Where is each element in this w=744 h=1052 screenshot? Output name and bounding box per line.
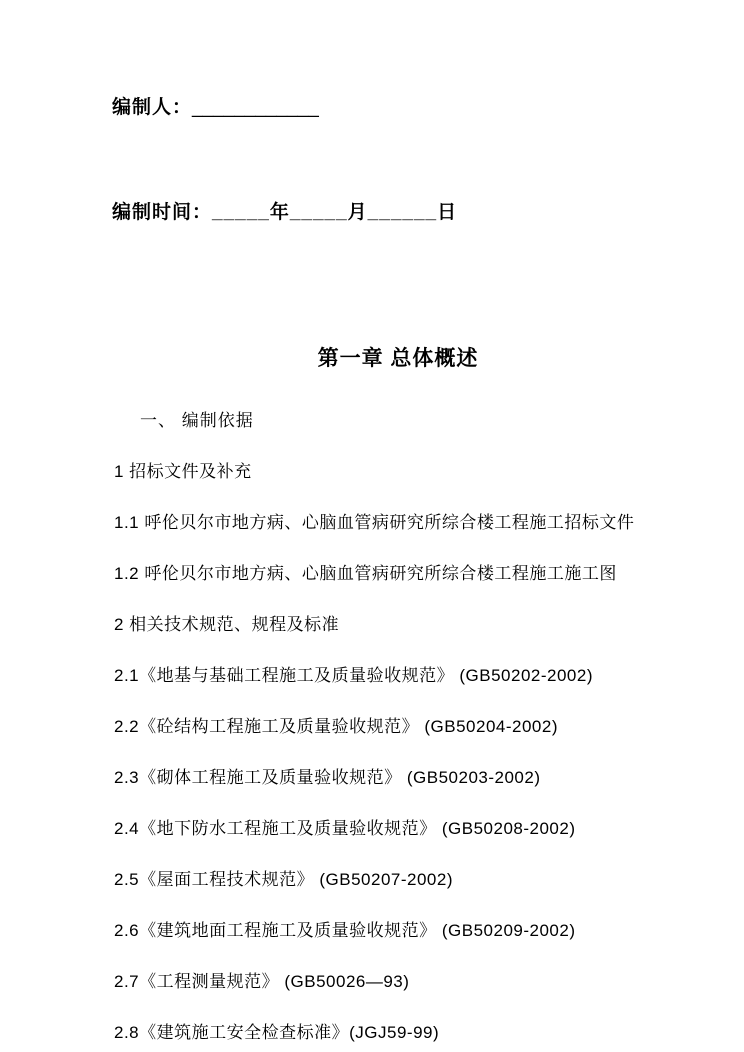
body-line: 2 相关技术规范、规程及标准 (114, 615, 340, 634)
body-line: 2.2《砼结构工程施工及质量验收规范》 (GB50204-2002) (114, 717, 558, 736)
prepared-date-value: _____年_____月______日 (212, 202, 458, 223)
prepared-by-line (112, 92, 684, 119)
body-line: 1.2 呼伦贝尔市地方病、心脑血管病研究所综合楼工程施工施工图 (114, 564, 617, 583)
body-line: 2.6《建筑地面工程施工及质量验收规范》 (GB50209-2002) (114, 921, 576, 940)
section-heading: 一、 编制依据 (140, 411, 254, 430)
body-line: 2.3《砌体工程施工及质量验收规范》 (GB50203-2002) (114, 768, 541, 787)
body-line: 1.1 呼伦贝尔市地方病、心脑血管病研究所综合楼工程施工招标文件 (114, 513, 635, 532)
prepared-by-blank: ____________ (192, 97, 319, 118)
chapter-title: 第一章 总体概述 (317, 347, 479, 370)
prepared-by-label: 编制人： (112, 97, 193, 118)
prepared-date-label: 编制时间： (112, 202, 213, 223)
body-line: 2.4《地下防水工程施工及质量验收规范》 (GB50208-2002) (114, 819, 576, 838)
body-line: 2.7《工程测量规范》 (GB50026—93) (114, 972, 410, 991)
body-line: 2.1《地基与基础工程施工及质量验收规范》 (GB50202-2002) (114, 666, 593, 685)
body-line: 1 招标文件及补充 (114, 462, 252, 481)
body-line: 2.8《建筑施工安全检查标准》(JGJ59-99) (114, 1023, 440, 1042)
body-line: 2.5《屋面工程技术规范》 (GB50207-2002) (114, 870, 453, 889)
prepared-date-line (112, 197, 684, 224)
